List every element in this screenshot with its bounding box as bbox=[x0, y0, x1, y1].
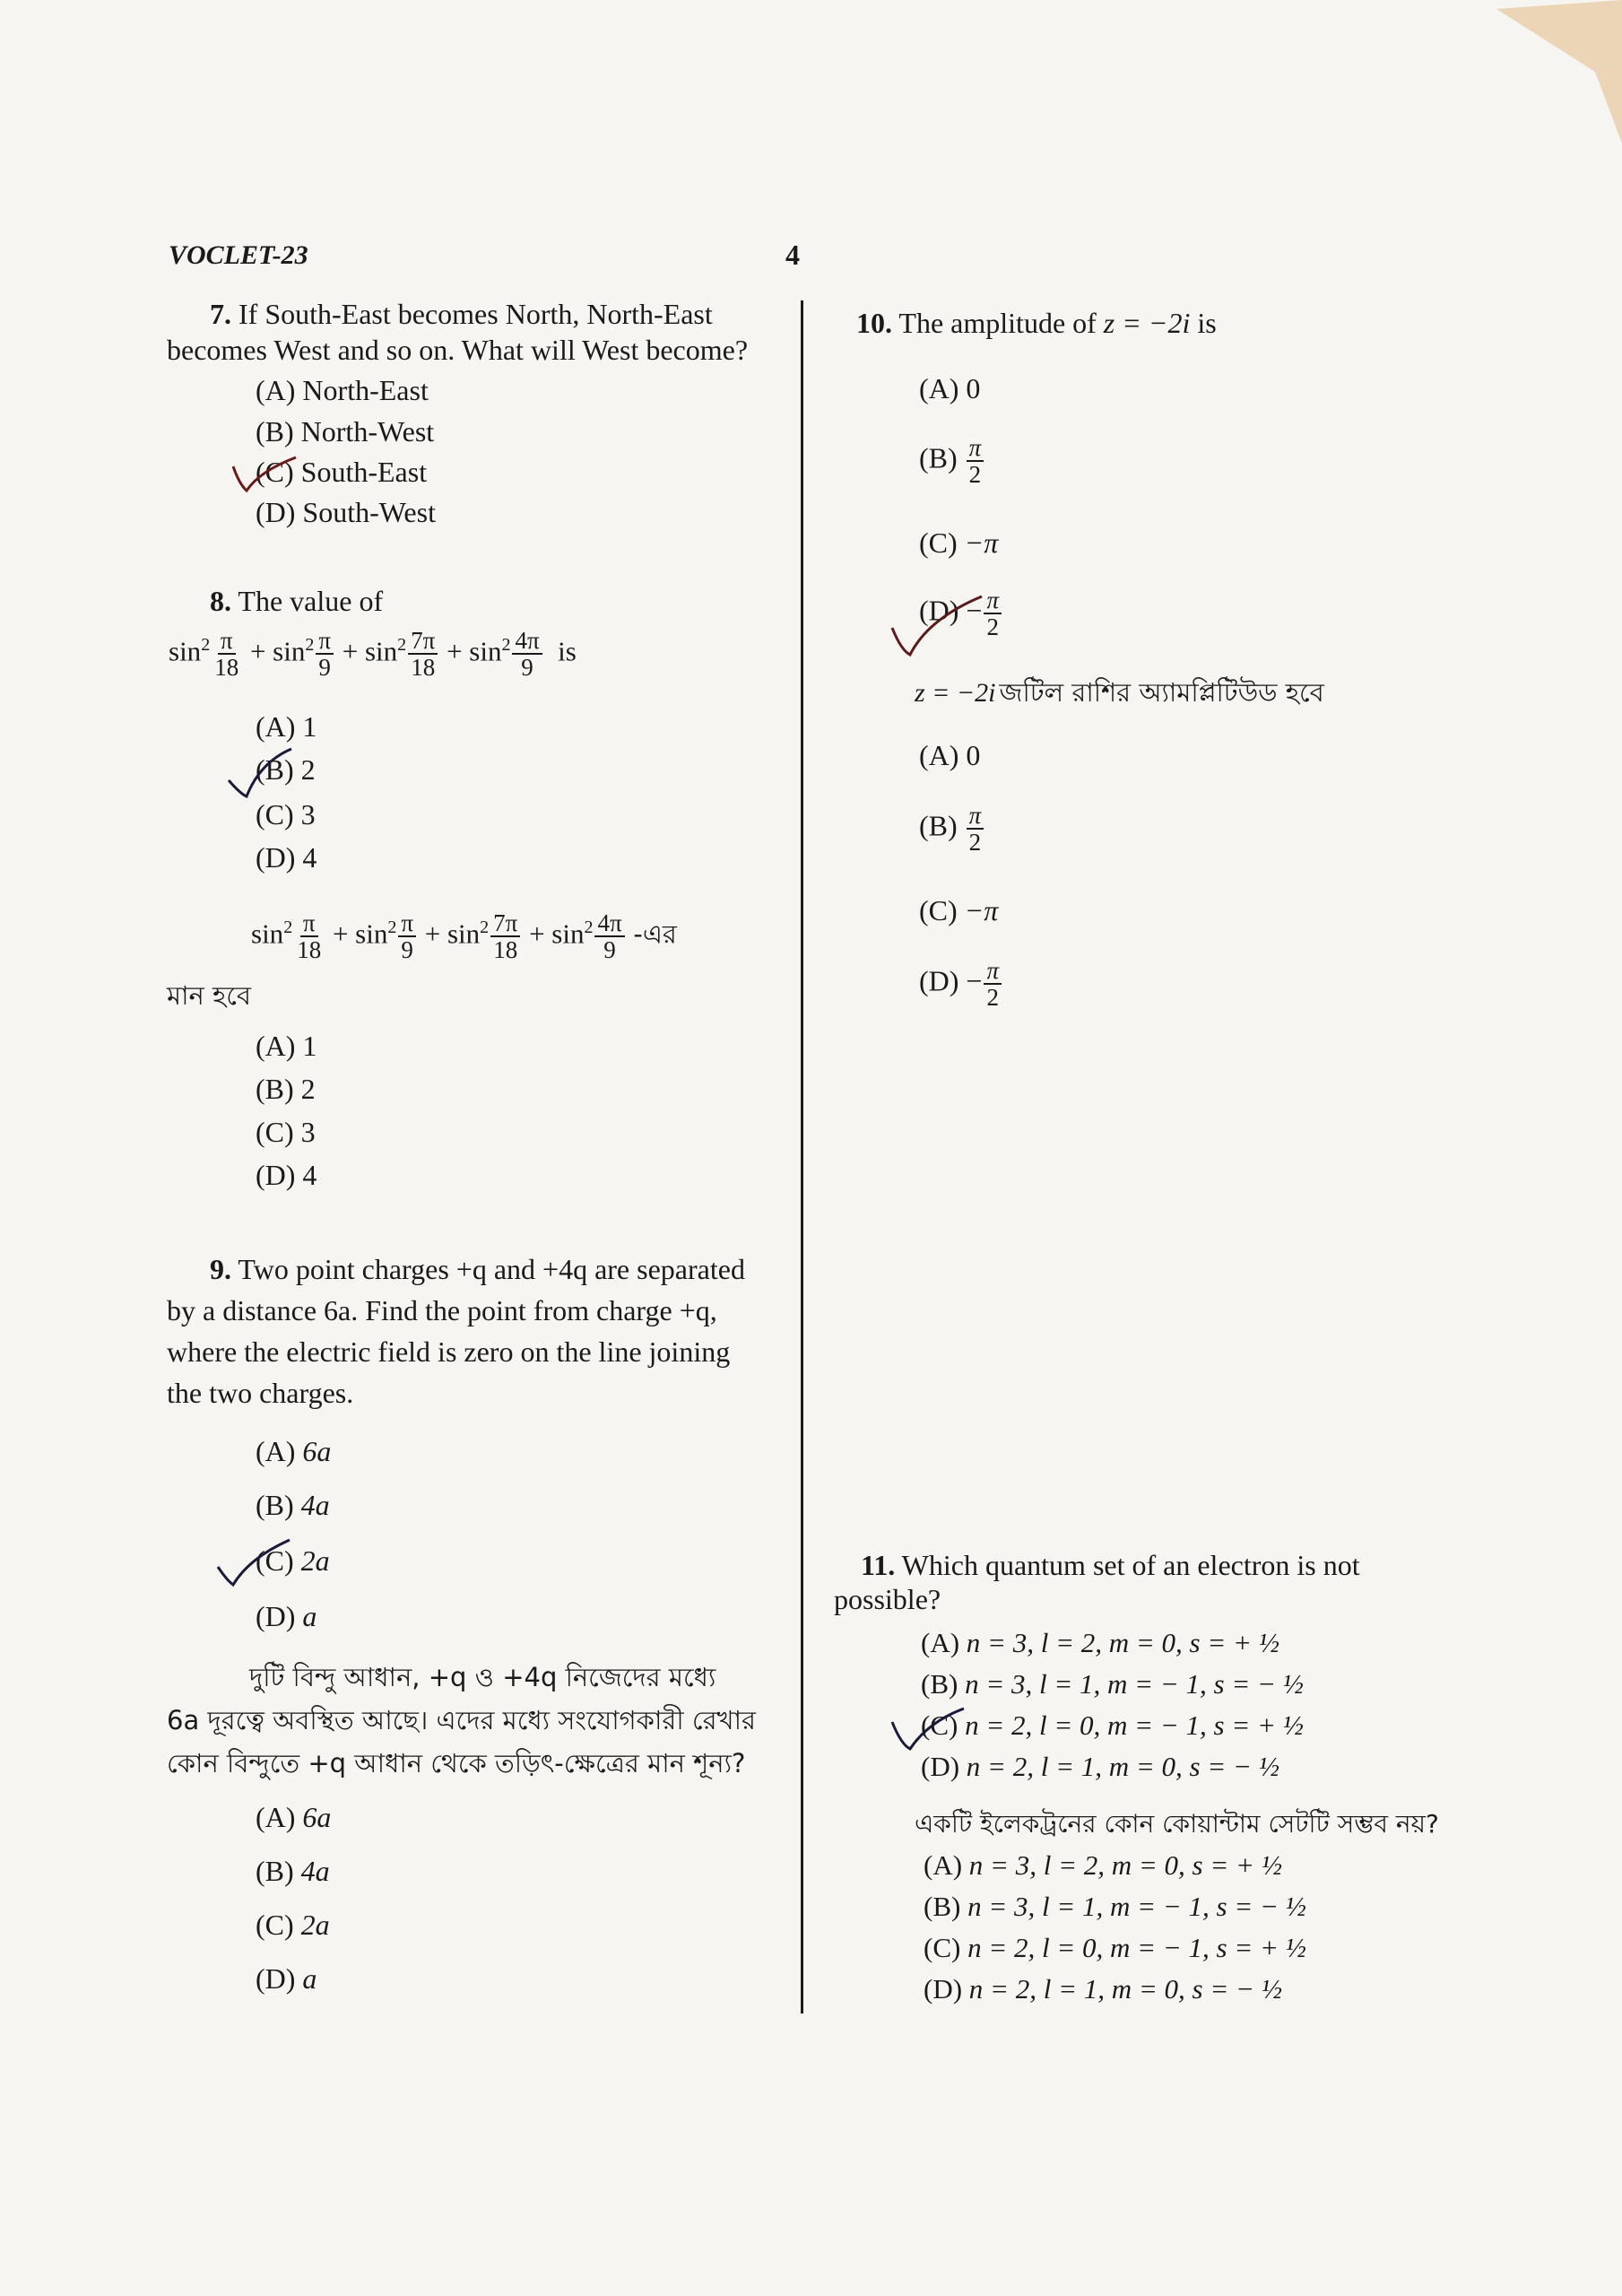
option-text: 3 bbox=[300, 1116, 316, 1148]
option-label: (B) bbox=[256, 1855, 294, 1887]
option-label: (C) bbox=[256, 456, 294, 488]
option-text: 4a bbox=[300, 1855, 330, 1887]
bn-text: একটি ইলেকট্রনের কোন কোয়ান্টাম সেটটি সম্ভব নয়? bbox=[915, 1809, 1439, 1839]
option-text: n = 2, l = 1, m = 0, s = − ½ bbox=[966, 1751, 1279, 1782]
option-d[interactable] bbox=[256, 496, 436, 529]
fraction: $\frac{\pi}{2}$ bbox=[984, 587, 1002, 640]
option-label: (B) bbox=[256, 1489, 294, 1521]
fraction: $\frac{\pi}{18}$ bbox=[214, 627, 239, 682]
option-a[interactable] bbox=[256, 1801, 331, 1834]
option-label: (C) bbox=[924, 1932, 961, 1963]
exam-code: VOCLET-23 bbox=[169, 240, 308, 270]
option-text: a bbox=[302, 1600, 317, 1632]
question-line: where the electric field is zero on the line joining bbox=[167, 1335, 731, 1368]
option-d[interactable] bbox=[256, 1159, 317, 1192]
option-b[interactable] bbox=[921, 1668, 1304, 1700]
question-text: If South-East becomes North, North-East becomes West and so on. What will West become? bbox=[167, 298, 749, 366]
option-text: South-East bbox=[300, 456, 428, 488]
question-8 bbox=[210, 583, 383, 619]
option-text: 0 bbox=[966, 739, 981, 771]
option-a[interactable] bbox=[919, 372, 980, 405]
question-number: 8. bbox=[210, 585, 231, 617]
option-label: (C) bbox=[919, 526, 958, 559]
page-number: 4 bbox=[785, 239, 800, 271]
option-text: n = 3, l = 2, m = 0, s = + ½ bbox=[968, 1849, 1282, 1881]
bn-question-9 bbox=[167, 1656, 776, 1785]
option-text: 0 bbox=[966, 372, 981, 404]
option-text: North-East bbox=[302, 374, 429, 406]
option-text: 6a bbox=[302, 1801, 332, 1833]
option-a[interactable] bbox=[919, 739, 980, 772]
option-text: n = 3, l = 1, m = − 1, s = − ½ bbox=[965, 1668, 1304, 1700]
option-label: (D) bbox=[256, 1962, 296, 1995]
option-label: (A) bbox=[919, 739, 959, 771]
fraction: $\frac{\pi}{2}$ bbox=[967, 803, 984, 856]
option-label: (D) bbox=[256, 496, 296, 528]
expression: z = −2i bbox=[915, 678, 996, 708]
bn-line: দুটি বিন্দু আধান, +q ও +4q নিজেদের মধ্যে bbox=[249, 1662, 716, 1692]
option-label: (B) bbox=[924, 1891, 961, 1922]
option-a[interactable] bbox=[256, 710, 317, 744]
fraction: $\frac{\pi}{9}$ bbox=[316, 628, 334, 681]
option-label: (A) bbox=[919, 372, 959, 404]
option-label: (D) bbox=[921, 1751, 960, 1782]
question-text: The value of bbox=[238, 585, 384, 617]
option-c[interactable] bbox=[919, 894, 998, 927]
expression-en: $\sin^2$ $\frac{\pi}{18}$ + $\sin^2$ $\frac{\pi}{9}$ + $\sin^2$ $\frac{7\pi}{18}$ + $\sin^2$ $\frac{4\pi}{9}$ is bbox=[169, 627, 577, 682]
option-text: 2a bbox=[300, 1909, 330, 1941]
tick-mark-icon bbox=[213, 1535, 294, 1589]
option-text: 4 bbox=[302, 841, 317, 874]
tick-mark-icon bbox=[224, 744, 296, 798]
option-b[interactable] bbox=[924, 1891, 1306, 1923]
option-c[interactable] bbox=[256, 1116, 316, 1149]
option-c[interactable] bbox=[256, 798, 316, 831]
option-b[interactable] bbox=[256, 1855, 330, 1888]
bn-suffix: -এর bbox=[633, 918, 677, 950]
option-text: 4 bbox=[302, 1159, 317, 1191]
option-text: n = 3, l = 1, m = − 1, s = − ½ bbox=[967, 1891, 1306, 1922]
question-number: 7. bbox=[210, 298, 231, 330]
option-label: (C) bbox=[256, 1544, 294, 1577]
option-label: (B) bbox=[919, 809, 958, 842]
fraction: $\frac{7\pi}{18}$ bbox=[408, 628, 438, 681]
question-line: possible? bbox=[834, 1583, 941, 1615]
question-number: 11. bbox=[861, 1549, 896, 1581]
is-text: is bbox=[558, 635, 577, 667]
question-line: by a distance 6a. Find the point from charge +q, bbox=[167, 1294, 717, 1326]
option-label: (D) bbox=[256, 1600, 296, 1632]
bn-line: কোন বিন্দুতে +q আধান থেকে তড়িৎ-ক্ষেত্রের মান শূন্য? bbox=[167, 1748, 746, 1779]
option-text: n = 2, l = 0, m = − 1, s = + ½ bbox=[967, 1932, 1306, 1963]
option-a[interactable] bbox=[921, 1627, 1279, 1659]
option-c[interactable] bbox=[924, 1932, 1306, 1964]
fraction: $\frac{4\pi}{9}$ bbox=[594, 910, 624, 963]
paper-corner-fold bbox=[1443, 0, 1622, 144]
fraction: $\frac{\pi}{2}$ bbox=[967, 435, 984, 488]
option-d[interactable] bbox=[921, 1751, 1279, 1783]
question-number: 9. bbox=[210, 1253, 231, 1285]
tick-mark-icon bbox=[888, 1704, 968, 1758]
option-text: n = 3, l = 2, m = 0, s = + ½ bbox=[966, 1627, 1279, 1658]
bn-line: 6a দূরত্বে অবস্থিত আছে। এদের মধ্যে সংযোগকারী রেখার bbox=[167, 1705, 756, 1735]
option-a[interactable] bbox=[924, 1849, 1282, 1882]
option-text: a bbox=[302, 1962, 317, 1995]
option-text: South-West bbox=[302, 496, 436, 528]
option-b[interactable] bbox=[256, 1073, 316, 1106]
option-label: (B) bbox=[256, 1073, 294, 1105]
option-label: (D) bbox=[919, 594, 959, 627]
option-label: (D) bbox=[256, 841, 296, 874]
option-text: − bbox=[966, 594, 983, 627]
fraction: $\frac{\pi}{18}$ bbox=[297, 909, 322, 964]
fraction: $\frac{7\pi}{18}$ bbox=[490, 910, 520, 963]
option-d[interactable] bbox=[256, 1962, 317, 1996]
option-a[interactable] bbox=[256, 1435, 331, 1468]
question-7 bbox=[167, 296, 768, 368]
fraction: $\frac{\pi}{9}$ bbox=[398, 910, 416, 963]
option-text: 2 bbox=[300, 1073, 316, 1105]
option-c[interactable] bbox=[919, 526, 998, 560]
option-a[interactable] bbox=[256, 374, 429, 407]
option-label: (B) bbox=[919, 441, 958, 474]
option-label: (A) bbox=[256, 710, 296, 743]
option-label: (C) bbox=[921, 1709, 958, 1741]
expression: z = −2i bbox=[1103, 307, 1191, 339]
bn-question-10 bbox=[915, 673, 1324, 717]
option-b[interactable] bbox=[256, 1489, 330, 1522]
option-b[interactable] bbox=[919, 803, 985, 856]
option-d[interactable] bbox=[924, 1973, 1282, 2005]
option-c[interactable] bbox=[256, 1909, 330, 1942]
option-label: (D) bbox=[256, 1159, 296, 1191]
option-label: (A) bbox=[921, 1627, 960, 1658]
column-divider bbox=[801, 300, 803, 2013]
option-label: (B) bbox=[921, 1668, 958, 1700]
option-d[interactable] bbox=[919, 958, 1003, 1011]
question-10 bbox=[856, 305, 1217, 341]
question-number: 10. bbox=[856, 307, 892, 339]
option-text: North-West bbox=[300, 415, 435, 448]
bn-text: জটিল রাশির অ্যামপ্লিটিউড হবে bbox=[999, 677, 1324, 708]
question-line: the two charges. bbox=[167, 1377, 354, 1409]
option-c[interactable] bbox=[921, 1709, 1304, 1742]
option-label: (B) bbox=[256, 415, 294, 448]
expression-bn: $\sin^2$ $\frac{\pi}{18}$ + $\sin^2$ $\frac{\pi}{9}$ + $\sin^2$ $\frac{7\pi}{18}$ + $\sin^2$ $\frac{4\pi}{9}$ -এর bbox=[251, 909, 677, 964]
option-label: (C) bbox=[256, 798, 294, 831]
option-a[interactable] bbox=[256, 1030, 317, 1063]
option-text: −π bbox=[964, 894, 999, 926]
option-label: (D) bbox=[924, 1973, 963, 2005]
option-text: 2 bbox=[300, 753, 316, 786]
tick-mark-icon bbox=[229, 453, 300, 498]
option-label: (A) bbox=[256, 1801, 296, 1833]
option-text: 3 bbox=[300, 798, 316, 831]
option-text: 1 bbox=[302, 1030, 317, 1062]
option-d[interactable] bbox=[256, 841, 317, 874]
option-text: 6a bbox=[302, 1435, 332, 1467]
tick-mark-icon bbox=[888, 592, 986, 664]
option-label: (B) bbox=[256, 753, 294, 786]
option-b[interactable] bbox=[919, 435, 985, 488]
option-label: (A) bbox=[256, 1030, 296, 1062]
question-9 bbox=[167, 1248, 776, 1413]
option-label: (D) bbox=[919, 964, 959, 997]
is-text: is bbox=[1197, 307, 1217, 339]
fraction: $\frac{4\pi}{9}$ bbox=[512, 628, 542, 681]
option-d[interactable] bbox=[256, 1600, 317, 1633]
option-b[interactable] bbox=[256, 415, 434, 448]
question-line: Two point charges +q and +4q are separated bbox=[238, 1253, 745, 1285]
option-text: −π bbox=[964, 526, 999, 559]
option-text: − bbox=[966, 964, 983, 997]
option-label: (C) bbox=[256, 1116, 294, 1148]
option-text: n = 2, l = 0, m = − 1, s = + ½ bbox=[965, 1709, 1304, 1741]
option-text: 1 bbox=[302, 710, 317, 743]
question-line: Which quantum set of an electron is not bbox=[901, 1549, 1360, 1581]
option-label: (C) bbox=[919, 894, 958, 926]
bn-text: মান হবে bbox=[167, 980, 252, 1011]
question-11 bbox=[834, 1548, 1444, 1616]
option-label: (C) bbox=[256, 1909, 294, 1941]
option-text: 4a bbox=[300, 1489, 330, 1521]
option-label: (A) bbox=[924, 1849, 963, 1881]
question-text: The amplitude of bbox=[898, 307, 1097, 339]
option-label: (A) bbox=[256, 1435, 296, 1467]
option-text: 2a bbox=[300, 1544, 330, 1577]
option-label: (A) bbox=[256, 374, 296, 406]
option-text: n = 2, l = 1, m = 0, s = − ½ bbox=[968, 1973, 1282, 2005]
fraction: $\frac{\pi}{2}$ bbox=[984, 958, 1002, 1011]
